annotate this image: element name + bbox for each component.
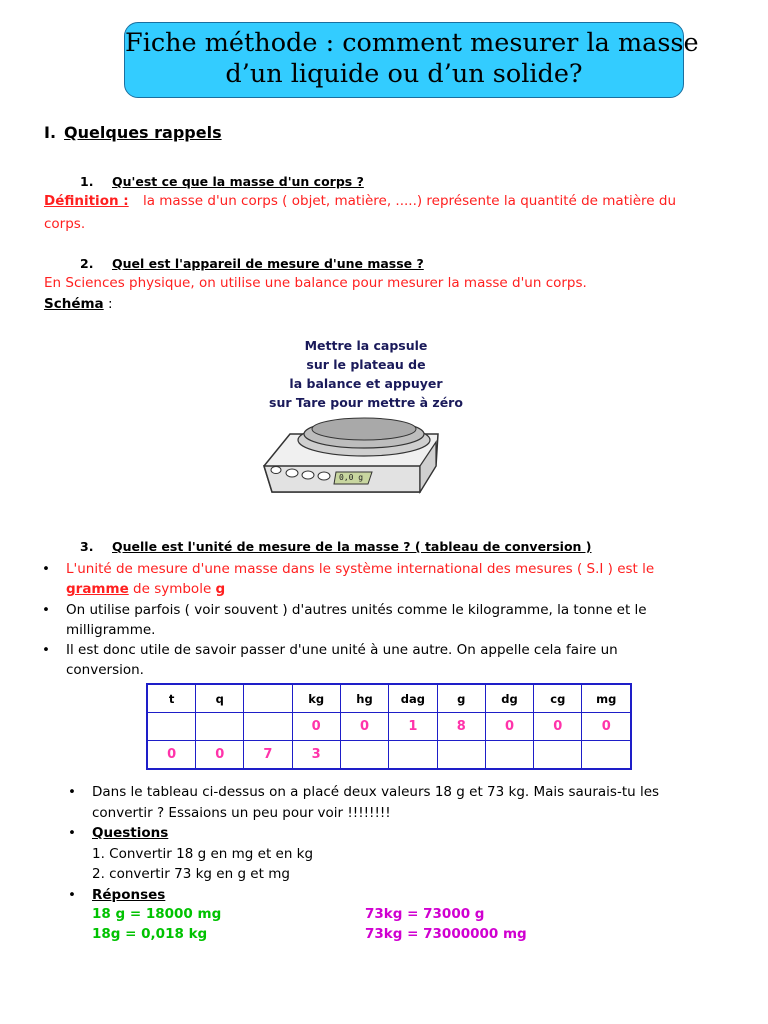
answers-label: Réponses: [92, 887, 166, 903]
table-header-cell: dag: [389, 684, 438, 713]
table-cell: 3: [292, 741, 340, 770]
table-header-cell: mg: [582, 684, 631, 713]
question-1-heading: [80, 174, 364, 189]
schema-colon: :: [103, 296, 113, 312]
question-1-text: Qu'est ce que la masse d'un corps ?: [112, 174, 364, 189]
other-units-line-1: On utilise parfois ( voir souvent ) d'autres unités comme le kilogramme, la tonne et le: [66, 602, 647, 618]
exercise-line-1: Dans le tableau ci-dessus on a placé deux valeurs 18 g et 73 kg. Mais saurais-tu les: [92, 784, 660, 800]
bullet-dot: •: [42, 561, 50, 577]
table-cell: 0: [196, 741, 244, 770]
definition-text: la masse d'un corps ( objet, matière, .....) représente la quantité de matière du: [142, 193, 677, 209]
balance-sentence: En Sciences physique, on utilise une balance pour mesurer la masse d'un corps.: [44, 275, 587, 291]
table-cell: [582, 741, 631, 770]
table-cell: 0: [340, 713, 388, 741]
section-title: Quelques rappels: [64, 123, 222, 142]
table-cell: [437, 741, 485, 770]
other-units-line-2: milligramme.: [66, 622, 156, 638]
balance-display-value: 0,0 g: [339, 473, 364, 482]
question-2-number: 2.: [80, 256, 94, 271]
definition-line-2: corps.: [44, 216, 86, 232]
table-cell: 1: [389, 713, 438, 741]
table-cell: [244, 713, 292, 741]
answer-left-2: 18g = 0,018 kg: [92, 926, 208, 942]
question-1-number: 1.: [80, 174, 94, 189]
bullet-dot: •: [68, 784, 76, 800]
section-heading: [44, 123, 222, 142]
table-row: [147, 741, 631, 770]
table-row: [147, 713, 631, 741]
gramme-word: gramme: [66, 581, 129, 597]
table-cell: 0: [147, 741, 196, 770]
definition-line-1: [44, 191, 676, 211]
question-3-number: 3.: [80, 539, 94, 554]
balance-drawing: [250, 336, 482, 504]
table-cell: 0: [534, 713, 582, 741]
definition-label: Définition :: [44, 193, 129, 209]
table-header-cell: [244, 684, 292, 713]
bullet-dot: •: [42, 602, 50, 618]
title-line-2: d’un liquide ou d’un solide?: [225, 59, 583, 89]
caption-line-4: sur Tare pour mettre à zéro: [269, 395, 463, 410]
bullet-dot: •: [42, 642, 50, 658]
conversion-line-1: Il est donc utile de savoir passer d'une unité à une autre. On appelle cela faire un: [66, 642, 618, 658]
table-header-row: [147, 684, 631, 713]
table-cell: 0: [292, 713, 340, 741]
table-header-cell: t: [147, 684, 196, 713]
table-cell: [534, 741, 582, 770]
table-header-cell: cg: [534, 684, 582, 713]
schema-label: Schéma: [44, 296, 104, 312]
table-cell: 7: [244, 741, 292, 770]
table-cell: [196, 713, 244, 741]
table-cell: [485, 741, 533, 770]
title-line-1: Fiche méthode : comment mesurer la masse: [125, 28, 699, 58]
conversion-line-2: conversion.: [66, 662, 144, 678]
question-item-2: 2. convertir 73 kg en g et mg: [92, 866, 290, 882]
caption-line-3: la balance et appuyer: [289, 376, 443, 391]
answer-right-1: 73kg = 73000 g: [365, 906, 485, 922]
section-number: I.: [44, 123, 57, 142]
table-cell: 0: [485, 713, 533, 741]
title-banner: [124, 22, 699, 98]
questions-label: Questions: [92, 825, 169, 841]
symbol-text: de symbole: [128, 581, 216, 597]
answer-left-1: 18 g = 18000 mg: [92, 906, 222, 922]
bullet-dot: •: [68, 887, 76, 903]
conversion-table: [146, 683, 632, 770]
question-2-text: Quel est l'appareil de mesure d'une masse ?: [112, 256, 424, 271]
table-cell: 0: [582, 713, 631, 741]
schema-label-line: [44, 294, 113, 314]
question-3-heading: [80, 539, 592, 554]
question-2-heading: [80, 256, 424, 271]
table-header-cell: g: [437, 684, 485, 713]
balance-illustration: [250, 336, 482, 504]
table-cell: 8: [437, 713, 485, 741]
si-unit-line-2: [66, 579, 225, 599]
caption-line-1: Mettre la capsule: [304, 338, 428, 353]
table-cell: [147, 713, 196, 741]
table-header-cell: q: [196, 684, 244, 713]
bullet-dot: •: [68, 825, 76, 841]
table-header-cell: hg: [340, 684, 388, 713]
question-item-1: 1. Convertir 18 g en mg et en kg: [92, 846, 314, 862]
question-3-text: Quelle est l'unité de mesure de la masse ? ( tableau de conversion ): [112, 539, 592, 554]
table-header-cell: kg: [292, 684, 340, 713]
si-unit-line-1: L'unité de mesure d'une masse dans le système international des mesures ( S.I ) est le: [66, 561, 655, 577]
gram-symbol: g: [215, 581, 226, 597]
table-header-cell: dg: [485, 684, 533, 713]
answer-right-2: 73kg = 73000000 mg: [365, 926, 527, 942]
table-cell: [389, 741, 438, 770]
exercise-line-2: convertir ? Essaions un peu pour voir !!!!!!!!: [92, 805, 391, 821]
table-cell: [340, 741, 388, 770]
caption-line-2: sur le plateau de: [306, 357, 426, 372]
